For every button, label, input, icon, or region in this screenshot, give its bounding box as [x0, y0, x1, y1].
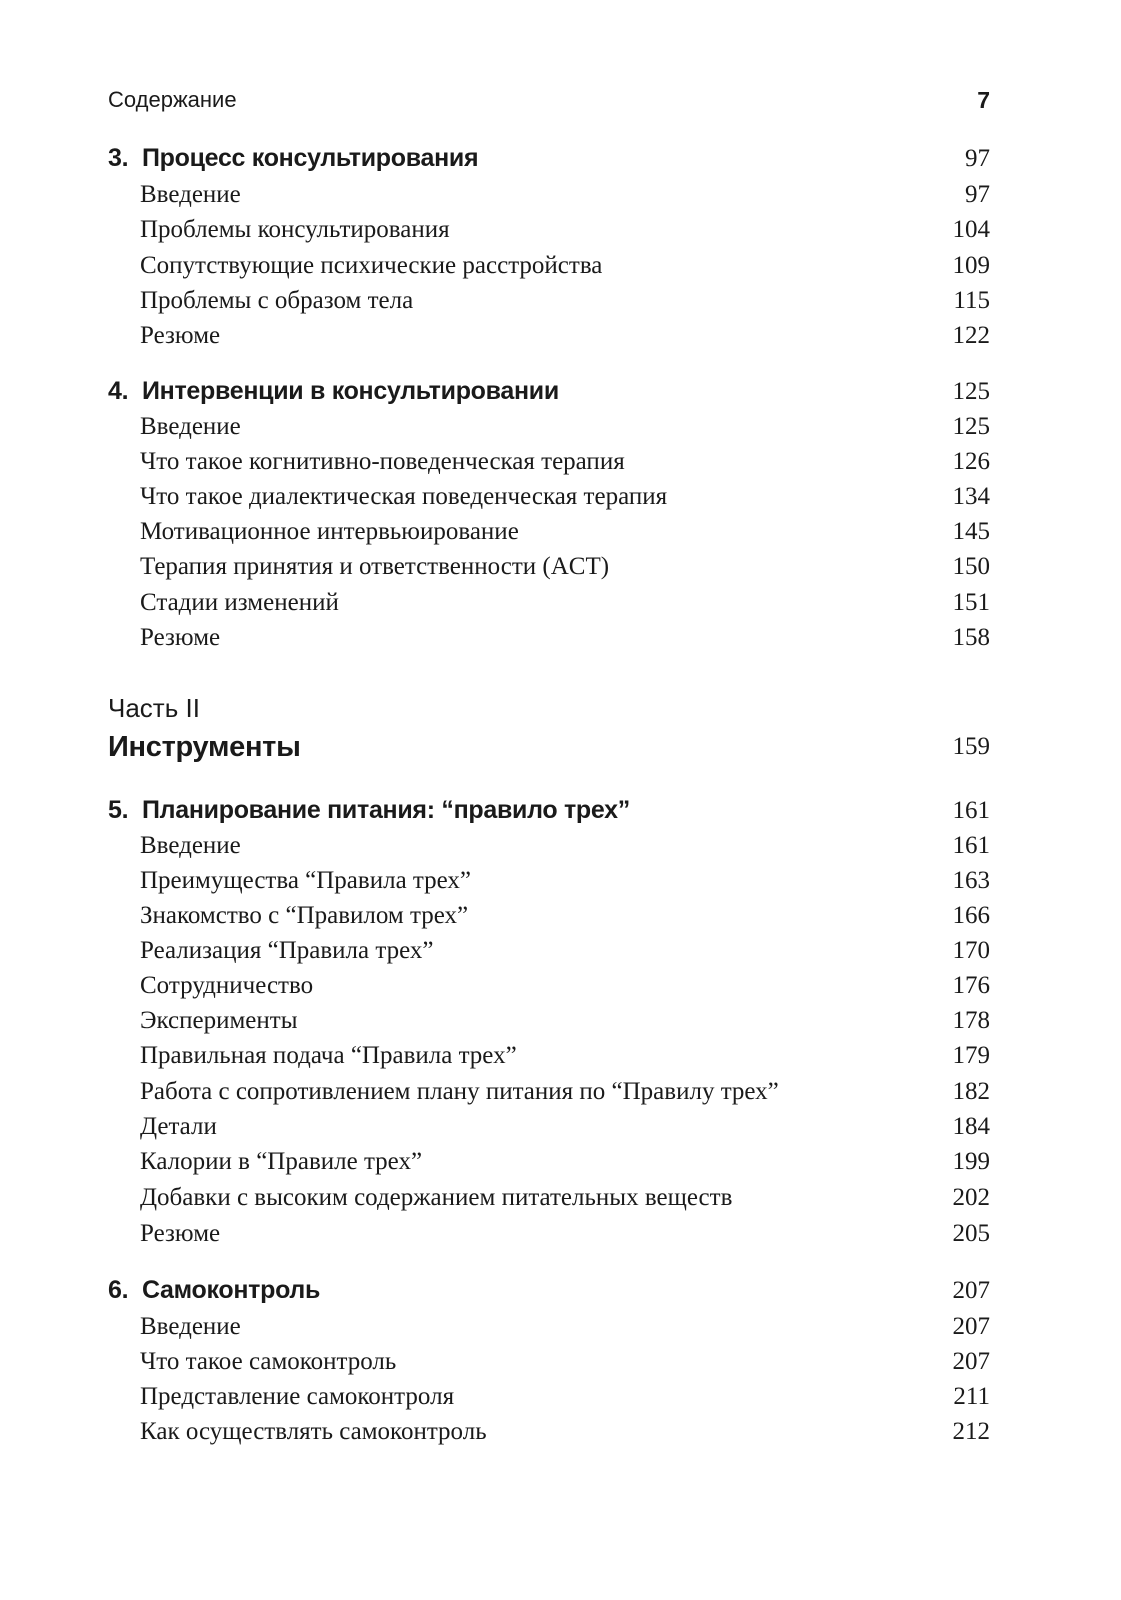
- section-page: 125: [952, 412, 990, 440]
- toc-page: [108, 0, 990, 1600]
- chapter-page: 161: [952, 796, 990, 824]
- toc-section[interactable]: [108, 863, 990, 898]
- chapter-title: Процесс консультирования: [142, 144, 479, 172]
- section-page: 202: [952, 1183, 990, 1211]
- section-page: 115: [953, 286, 990, 314]
- section-title: Резюме: [140, 1219, 221, 1247]
- section-page: 178: [952, 1006, 990, 1034]
- chapter-page: 125: [952, 377, 990, 405]
- section-page: 126: [952, 447, 990, 475]
- section-title: Сотрудничество: [140, 971, 314, 999]
- section-title: Введение: [140, 412, 241, 440]
- section-title: Правильная подача “Правила трех”: [140, 1041, 517, 1069]
- section-title: Мотивационное интервьюирование: [140, 517, 519, 545]
- section-page: 145: [952, 517, 990, 545]
- section-title: Введение: [140, 1312, 241, 1340]
- part-page: 159: [952, 733, 990, 760]
- chapter-title: Планирование питания: “правило трех”: [142, 796, 630, 824]
- toc-section[interactable]: [108, 1038, 990, 1073]
- section-title: Что такое диалектическая поведенческая терапия: [140, 482, 668, 510]
- chapter-page: 97: [965, 144, 990, 172]
- section-title: Знакомство с “Правилом трех”: [140, 901, 469, 929]
- toc-section[interactable]: [108, 1003, 990, 1038]
- toc-section[interactable]: [108, 283, 990, 318]
- section-page: 151: [952, 588, 990, 616]
- toc-section[interactable]: [108, 479, 990, 514]
- toc-chapter-3[interactable]: [108, 141, 990, 176]
- toc-chapter-5[interactable]: [108, 793, 990, 828]
- section-title: Что такое самоконтроль: [140, 1347, 397, 1375]
- section-title: Работа с сопротивлением плану питания по “Правилу трех”: [140, 1077, 779, 1105]
- section-title: Представление самоконтроля: [140, 1382, 455, 1410]
- toc-section[interactable]: [108, 514, 990, 549]
- section-page: 199: [952, 1147, 990, 1175]
- toc-section[interactable]: [108, 1180, 990, 1215]
- section-page: 163: [952, 866, 990, 894]
- toc-section[interactable]: [108, 444, 990, 479]
- section-page: 211: [953, 1382, 990, 1410]
- chapter-number: 3.: [108, 144, 129, 172]
- section-page: 184: [952, 1112, 990, 1140]
- toc-section[interactable]: [108, 549, 990, 584]
- section-title: Терапия принятия и ответственности (ACT): [140, 552, 610, 580]
- part-title: Инструменты: [108, 730, 301, 763]
- section-page: 104: [952, 215, 990, 243]
- part-label: Часть II: [108, 693, 200, 723]
- toc-section[interactable]: [108, 248, 990, 283]
- toc-section[interactable]: [108, 409, 990, 444]
- toc-section[interactable]: [108, 620, 990, 655]
- toc-section[interactable]: [108, 1216, 990, 1251]
- page-number: 7: [977, 87, 990, 113]
- section-page: 161: [952, 831, 990, 859]
- section-page: 97: [965, 180, 990, 208]
- toc-section[interactable]: [108, 933, 990, 968]
- section-page: 122: [952, 321, 990, 349]
- toc-section[interactable]: [108, 1074, 990, 1109]
- section-title: Эксперименты: [140, 1006, 298, 1034]
- section-page: 134: [952, 482, 990, 510]
- section-page: 207: [952, 1312, 990, 1340]
- section-title: Преимущества “Правила трех”: [140, 866, 472, 894]
- toc-section[interactable]: [108, 585, 990, 620]
- chapter-title: Интервенции в консультировании: [142, 377, 559, 405]
- chapter-number: 5.: [108, 796, 129, 824]
- toc-chapter-6[interactable]: [108, 1273, 990, 1308]
- toc-section[interactable]: [108, 212, 990, 247]
- section-title: Проблемы консультирования: [140, 215, 450, 243]
- toc-section[interactable]: [108, 1309, 990, 1344]
- section-title: Как осуществлять самоконтроль: [140, 1417, 487, 1445]
- toc-section[interactable]: [108, 177, 990, 212]
- section-page: 158: [952, 623, 990, 651]
- section-page: 176: [952, 971, 990, 999]
- section-title: Введение: [140, 831, 241, 859]
- toc-chapter-4[interactable]: [108, 374, 990, 409]
- section-title: Резюме: [140, 321, 221, 349]
- section-title: Проблемы с образом тела: [140, 286, 414, 314]
- section-title: Сопутствующие психические расстройства: [140, 251, 603, 279]
- section-page: 205: [952, 1219, 990, 1247]
- section-title: Что такое когнитивно-поведенческая терапия: [140, 447, 625, 475]
- toc-section[interactable]: [108, 828, 990, 863]
- section-title: Реализация “Правила трех”: [140, 936, 434, 964]
- section-title: Детали: [140, 1112, 217, 1140]
- section-page: 182: [952, 1077, 990, 1105]
- chapter-title: Самоконтроль: [142, 1276, 321, 1304]
- section-page: 166: [952, 901, 990, 929]
- section-page: 207: [952, 1347, 990, 1375]
- section-title: Калории в “Правиле трех”: [140, 1147, 423, 1175]
- section-title: Добавки с высоким содержанием питательных веществ: [140, 1183, 733, 1211]
- toc-section[interactable]: [108, 318, 990, 353]
- toc-section[interactable]: [108, 1109, 990, 1144]
- toc-section[interactable]: [108, 1414, 990, 1449]
- section-title: Резюме: [140, 623, 221, 651]
- section-page: 170: [952, 936, 990, 964]
- chapter-page: 207: [952, 1276, 990, 1304]
- section-page: 212: [952, 1417, 990, 1445]
- toc-section[interactable]: [108, 968, 990, 1003]
- chapter-number: 4.: [108, 377, 129, 405]
- toc-section[interactable]: [108, 1379, 990, 1414]
- chapter-number: 6.: [108, 1276, 129, 1304]
- toc-section[interactable]: [108, 1344, 990, 1379]
- section-page: 179: [952, 1041, 990, 1069]
- section-title: Стадии изменений: [140, 588, 339, 616]
- section-page: 109: [952, 251, 990, 279]
- toc-section[interactable]: [108, 1144, 990, 1179]
- section-page: 150: [952, 552, 990, 580]
- toc-section[interactable]: [108, 898, 990, 933]
- section-title: Введение: [140, 180, 241, 208]
- running-head: [108, 84, 990, 116]
- toc-part-2[interactable]: [108, 727, 990, 767]
- running-head-title: Содержание: [108, 87, 237, 112]
